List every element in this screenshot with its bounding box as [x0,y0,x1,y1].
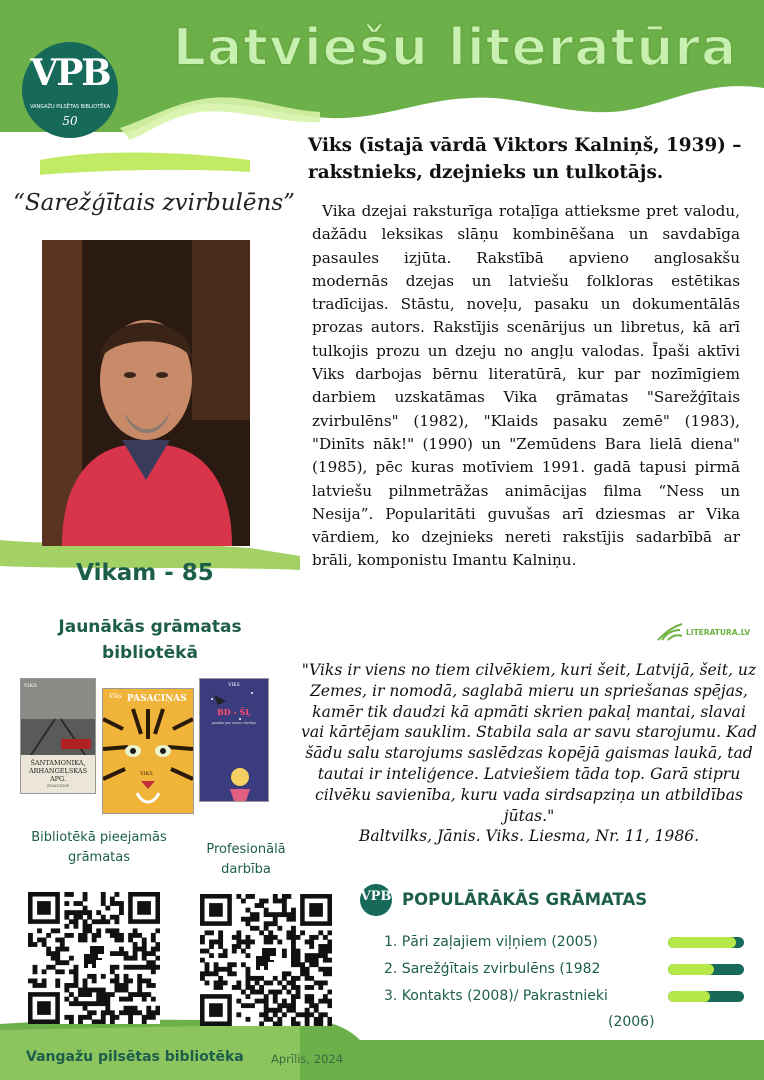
page-title: Latviešu literatūra [172,18,738,78]
book-cover-1[interactable] [20,678,96,794]
book-cover-2[interactable] [102,688,194,814]
author-photo [42,240,250,546]
popular-bar-fill [668,964,714,975]
qr-caption-professional: Profesionālā darbība [206,842,286,877]
anniversary-label: Vikam - 85 [76,560,214,586]
qr-pattern [200,894,332,1026]
book-2-title: PASACIŅAS [127,694,187,704]
book-2-author: Viks [109,693,122,700]
book-1-author: VIKS [24,683,37,689]
literatura-logo [656,622,756,642]
portrait-image [42,240,250,546]
popular-item: 2. Sarežģītais zvirbulēns (1982 [384,961,601,977]
literatura-logo-text: LITERATURA.LV [686,628,751,637]
popular-bar-3 [668,991,744,1002]
book-3-title: BD - ŠĻ [217,707,251,717]
quote-citation: Baltvilks, Jānis. Viks. Liesma, Nr. 11, 1986. [358,827,700,846]
popular-title: POPULĀRĀKĀS GRĀMATAS [402,890,648,909]
quote-block [300,660,758,847]
footer-library-name: Vangažu pilsētas bibliotēka [26,1049,244,1065]
library-logo [22,42,118,138]
footer-date: Aprīlis, 2024 [271,1052,344,1066]
qr-pattern [28,892,160,1024]
railway-picture [21,679,95,755]
logo-subtitle: VANGAŽU PILSĒTAS BIBLIOTĒKA [29,104,111,110]
book-1-publisher: ZVAIGZNE [46,783,70,788]
logo-letters: VPB [30,52,110,94]
qr-code-professional[interactable] [200,894,332,1026]
book-1-title: ŠANTAMONIKA, ARHANGEĻSKAS APG. [28,759,88,783]
book-cover-3[interactable] [199,678,269,802]
popular-bar-fill [668,991,710,1002]
logo-anniversary: 50 [62,114,78,128]
book-quote-title: “Sarežģītais zvirbulēns” [13,190,295,216]
book-2-label: VIKS [140,771,153,777]
qr-caption-available-books: Bibliotēkā pieejamās grāmatas [31,830,167,865]
popular-item: 1. Pāri zaļajiem viļņiem (2005) [384,934,598,950]
book-3-subtitle: pasaka par mazu vārdiņu [211,721,257,725]
quote-text: "Viks ir viens no tiem cilvēkiem, kuri šeit, Latvijā, šeit, uz Zemes, ir nomodā, saglabā mieru un spriešanas spējas, kamēr tik daudzi kā apmāti skrien pakaļ mantai, slavai vai kārtējam sauklim. Stabila sala ar savu starojumu. Kad šādu salu starojums saslēdzas kopējā gaismas laukā, tad tautai ir inteliģence. Latviešiem tāda top. Garā stipru cilvēku savienība, kuru vada sirdsapziņa un atbildības jūtas." [301,661,757,825]
popular-item-continuation: (2006) [608,1014,655,1030]
author-bio: Vika dzejai raksturīga rotaļīga attieksme pret valodu, dažādu leksikas slāņu kombinēšana un savdabīga pasaules izjūta. Rakstībā apvieno anglosakšu modernās dzejas un latviešu folkloras estētikas tradīcijas. Stāstu, noveļu, pasaku un dokumentālās prozas autors. Rakstījis scenārijus un libretus, kā arī tulkojis prozu un dzeju no angļu valodas. Īpaši aktīvi Viks darbojas bērnu literatūrā, kur par nozīmīgiem darbiem uzskatāmas Vika grāmatas "Sarežģītais zvirbulēns" (1982), "Klaids pasaku zemē" (1983), "Dinīts nāk!" (1990) un "Zemūdens Bara lielā diena" (1985), pēc kuras motīviem 1991. gadā tapusi pirmā latviešu pilnmetrāžas animācijas filma “Ness un Nesija”. Popularitāti guvušas arī dziesmas ar Vika vārdiem, ko dzejnieks nereti rakstījis sadarbībā ar brāli, komponistu Imantu Kalniņu. [312,202,740,570]
popular-logo-letters: VPB [360,889,392,904]
leaf-icon [656,622,684,642]
author-heading: Viks (īstajā vārdā Viktors Kalniņš, 1939) – rakstnieks, dzejnieks un tulkotājs. [308,135,742,183]
qr-code-available-books[interactable] [28,892,160,1024]
popular-bar-2 [668,964,744,975]
popular-logo [360,884,392,916]
book-3-author: VIKS [228,683,240,688]
night-sky-picture [200,679,268,801]
tiger-picture [103,689,193,813]
popular-bar-1 [668,937,744,948]
popular-bar-fill [668,937,736,948]
popular-item: 3. Kontakts (2008)/ Pakrastnieki [384,988,608,1004]
new-books-title: Jaunākās grāmatas bibliotēkā [58,617,242,663]
